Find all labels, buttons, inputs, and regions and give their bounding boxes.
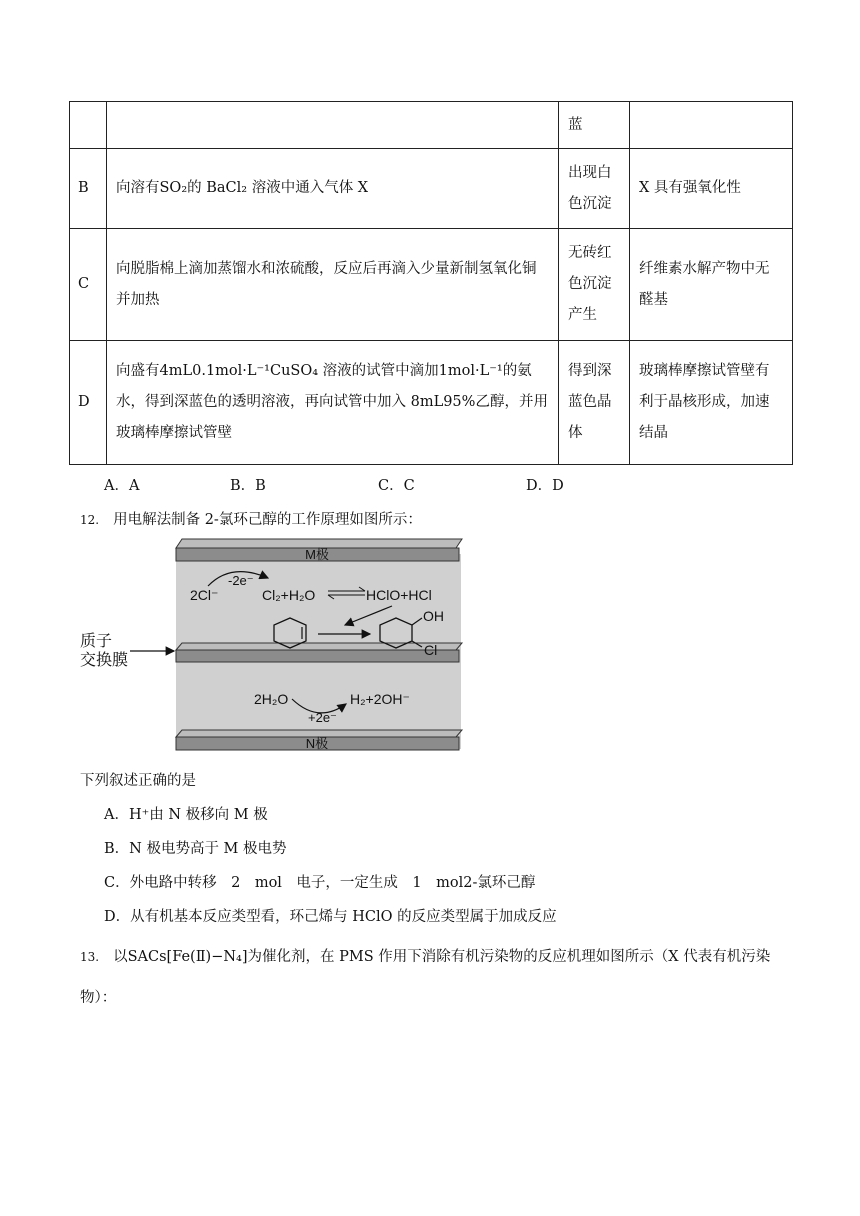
n-electrode	[176, 730, 462, 751]
row-operation	[107, 102, 559, 149]
row-operation: 向盛有4mL0.1mol·L⁻¹CuSO₄ 溶液的试管中滴加1mol·L⁻¹的氨水，得到深蓝色的透明溶液，再向试管中加入 8mL95%乙醇，并用玻璃棒摩擦试管壁	[107, 341, 559, 465]
question-number: 12.	[80, 513, 100, 527]
membrane-label-line1: 质子	[80, 631, 113, 650]
m-electrode-label: M极	[305, 547, 329, 562]
option-c: C．C	[378, 478, 415, 494]
anode-transfer-label: -2e⁻	[228, 573, 254, 588]
cathode-transfer-label: +2e⁻	[308, 710, 337, 725]
m-electrode	[176, 539, 462, 562]
row-operation: 向溶有SO₂的 BaCl₂ 溶液中通入气体 X	[107, 149, 559, 229]
table-row	[70, 102, 793, 149]
row-phenomenon: 蓝	[559, 102, 630, 149]
row-label: B	[70, 149, 107, 229]
table-row	[70, 229, 793, 341]
membrane-label-line2: 交换膜	[80, 650, 129, 669]
chlorine-water-label: Cl₂+H₂O	[262, 587, 316, 603]
row-conclusion: 纤维素水解产物中无醛基	[630, 229, 793, 341]
q11-options	[104, 474, 804, 496]
question-text: 用电解法制备 2-氯环己醇的工作原理如图所示：	[113, 512, 422, 528]
row-operation: 向脱脂棉上滴加蒸馏水和浓硫酸，反应后再滴入少量新制氢氧化铜并加热	[107, 229, 559, 341]
water-label: 2H₂O	[254, 691, 289, 707]
option-b: B．B	[230, 478, 266, 494]
row-label	[70, 102, 107, 149]
table-row	[70, 341, 793, 465]
n-electrode-label: N极	[305, 736, 329, 751]
option-d: D．D	[526, 478, 564, 494]
row-conclusion: X 具有强氧化性	[630, 149, 793, 229]
row-label: D	[70, 341, 107, 465]
row-phenomenon: 出现白色沉淀	[559, 149, 630, 229]
question-13	[80, 937, 795, 1019]
chloro-label: Cl	[424, 642, 438, 658]
row-conclusion	[630, 102, 793, 149]
choice-a: A．H⁺由 N 极移向 M 极	[104, 807, 268, 823]
choice-d: D．从有机基本反应类型看，环己烯与 HClO 的反应类型属于加成反应	[104, 909, 557, 925]
row-phenomenon: 得到深蓝色晶体	[559, 341, 630, 465]
hclo-hcl-label: HClO+HCl	[366, 587, 432, 603]
experiment-table	[69, 101, 793, 465]
electrolysis-diagram	[78, 534, 478, 764]
chloride-label: 2Cl⁻	[190, 587, 219, 603]
option-a: A．A	[104, 478, 140, 494]
row-conclusion: 玻璃棒摩擦试管壁有利于晶核形成，加速结晶	[630, 341, 793, 465]
question-text: 以SACs[Fe(Ⅱ)−N₄]为催化剂，在 PMS 作用下消除有机污染物的反应机理如图所示（X 代表有机污染物）：	[80, 949, 771, 1006]
choice-c: C．外电路中转移 2 mol 电子，一定生成 1 mol2-氯环己醇	[104, 875, 536, 891]
row-phenomenon: 无砖红色沉淀产生	[559, 229, 630, 341]
question-stem: 下列叙述正确的是	[80, 773, 196, 789]
electrolysis-svg	[78, 534, 478, 764]
hydroxyl-label: OH	[423, 608, 444, 624]
choice-b: B．N 极电势高于 M 极电势	[104, 841, 287, 857]
table-row	[70, 149, 793, 229]
question-number: 13.	[80, 950, 100, 964]
hydrogen-hydroxide-label: H₂+2OH⁻	[350, 691, 410, 707]
question-12-title	[80, 508, 422, 529]
row-label: C	[70, 229, 107, 341]
